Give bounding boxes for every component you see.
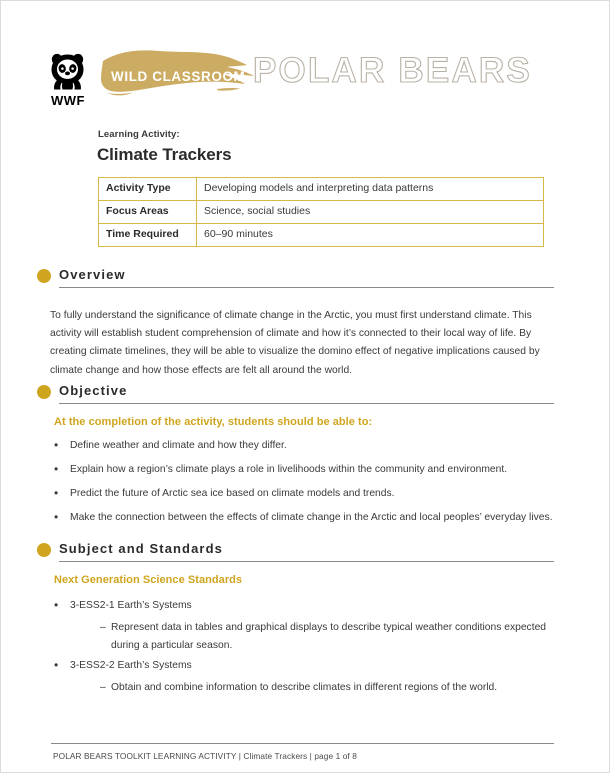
page-title: Climate Trackers [97,145,232,164]
standards-list [50,597,560,700]
bullet-dot-icon [37,543,51,557]
standard-detail: – Represent data in tables and graphical displays to describe typical weather conditions expected during a particular season. [100,619,560,654]
polar-bears-title: POLAR BEARS [253,51,532,90]
list-item [50,657,560,697]
table-row [99,201,544,224]
section-heading-standards [37,541,557,567]
table-cell-key: Focus Areas [99,201,197,224]
section-divider [59,403,554,404]
list-item [50,597,560,654]
section-heading-overview [37,267,557,293]
wild-classroom-label: WILD CLASSROOM [111,69,246,84]
table-cell-value: Developing models and interpreting data patterns [197,178,544,201]
page-header [1,1,610,119]
section-divider [59,561,554,562]
bullet-dot-icon [37,269,51,283]
table-row [99,224,544,247]
footer-text: POLAR BEARS TOOLKIT LEARNING ACTIVITY | Climate Trackers | page 1 of 8 [53,751,357,761]
section-title-standards: Subject and Standards [59,541,223,556]
activity-info-table [98,177,544,247]
list-item: • Make the connection between the effects of climate change in the Arctic and local peoples’ everyday lives. [50,509,560,527]
section-title-overview: Overview [59,267,126,282]
table-cell-key: Time Required [99,224,197,247]
bullet-dot-icon [37,385,51,399]
table-cell-value: Science, social studies [197,201,544,224]
table-cell-value: 60–90 minutes [197,224,544,247]
standard-code: 3-ESS2-1 Earth’s Systems [70,600,192,611]
footer-divider [51,743,554,744]
standard-detail: – Obtain and combine information to describe climates in different regions of the world. [100,679,560,697]
table-row [99,178,544,201]
objective-subheading: At the completion of the activity, students should be able to: [54,416,373,428]
list-item: • Define weather and climate and how they differ. [50,437,560,455]
table-cell-key: Activity Type [99,178,197,201]
list-item: • Predict the future of Arctic sea ice based on climate models and trends. [50,485,560,503]
list-item: • Explain how a region’s climate plays a role in livelihoods within the community and environment. [50,461,560,479]
panda-icon [46,51,90,93]
objective-bullet-list [50,437,560,533]
section-divider [59,287,554,288]
wild-classroom-banner [97,47,259,105]
section-title-objective: Objective [59,383,128,398]
standard-code: 3-ESS2-2 Earth’s Systems [70,660,192,671]
wwf-logo [43,51,93,107]
eyebrow-label: Learning Activity: [98,129,180,140]
overview-paragraph: To fully understand the significance of climate change in the Arctic, you must first understand climate. This activity will establish student comprehension of climate and how it’s connected to their local way of life. By creating climate timelines, they will be able to visualize the domino effect of negative implications caused by climate change and how those effects are felt all around the world. [50,310,540,376]
section-heading-objective [37,383,557,409]
standards-subheading: Next Generation Science Standards [54,574,243,586]
wwf-wordmark: WWF [51,93,85,108]
